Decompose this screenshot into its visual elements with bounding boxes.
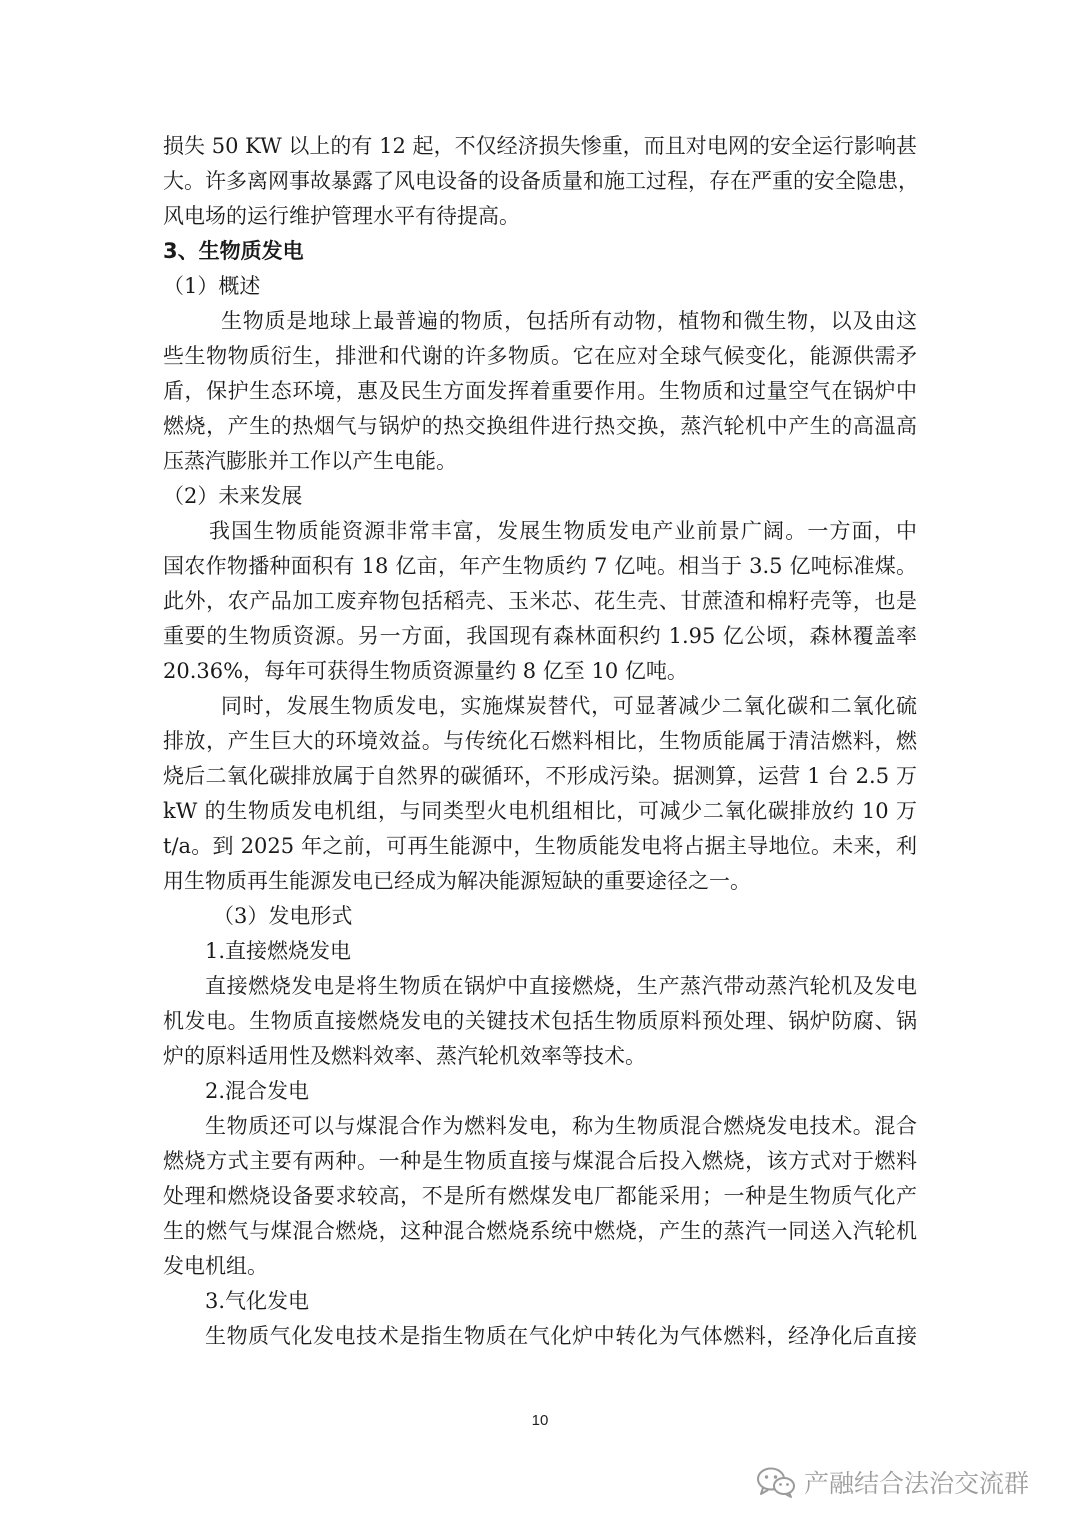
subsection-heading: （3）发电形式: [213, 904, 353, 928]
paragraph-line: 此外，农产品加工废弃物包括稻壳、玉米芯、花生壳、甘蔗渣和棉籽壳等，也是: [163, 589, 917, 613]
paragraph-line: 直接燃烧发电是将生物质在锅炉中直接燃烧，生产蒸汽带动蒸汽轮机及发电: [205, 974, 917, 998]
paragraph-line: 生的燃气与煤混合燃烧，这种混合燃烧系统中燃烧，产生的蒸汽一同送入汽轮机: [163, 1219, 917, 1243]
paragraph-line: 处理和燃烧设备要求较高，不是所有燃煤发电厂都能采用；一种是生物质气化产: [163, 1184, 917, 1208]
wechat-icon: [756, 1465, 796, 1499]
paragraph-line: 风电场的运行维护管理水平有待提高。: [163, 204, 520, 228]
page-number: 10: [531, 1412, 549, 1429]
paragraph-line: 大。许多离网事故暴露了风电设备的设备质量和施工过程，存在严重的安全隐患，: [163, 169, 919, 193]
paragraph-line: t/a。到 2025 年之前，可再生能源中，生物质能发电将占据主导地位。未来，利: [163, 834, 917, 858]
paragraph-line: 燃烧方式主要有两种。一种是生物质直接与煤混合后投入燃烧，该方式对于燃料: [163, 1149, 917, 1173]
watermark: [756, 1462, 1029, 1502]
paragraph-line: 同时，发展生物质发电，实施煤炭替代，可显著减少二氧化碳和二氧化硫: [221, 694, 917, 718]
paragraph-line: 发电机组。: [163, 1254, 268, 1278]
paragraph-line: 些生物物质衍生，排泄和代谢的许多物质。它在应对全球气候变化，能源供需矛: [163, 344, 917, 368]
watermark-text: 产融结合法治交流群: [804, 1469, 1030, 1498]
paragraph-line: 用生物质再生能源发电已经成为解决能源短缺的重要途径之一。: [163, 869, 751, 893]
paragraph-line: 盾，保护生态环境，惠及民生方面发挥着重要作用。生物质和过量空气在锅炉中: [163, 379, 917, 403]
paragraph-line: 重要的生物质资源。另一方面，我国现有森林面积约 1.95 亿公顷，森林覆盖率: [163, 624, 917, 648]
subsection-heading: （1）概述: [163, 274, 261, 298]
paragraph-line: 机发电。生物质直接燃烧发电的关键技术包括生物质原料预处理、锅炉防腐、锅: [163, 1009, 917, 1033]
paragraph-line: 炉的原料适用性及燃料效率、蒸汽轮机效率等技术。: [163, 1044, 646, 1068]
paragraph-line: 国农作物播种面积有 18 亿亩，年产生物质约 7 亿吨。相当于 3.5 亿吨标准煤。: [163, 554, 917, 578]
item-heading: 2.混合发电: [205, 1079, 310, 1103]
paragraph-line: 烧后二氧化碳排放属于自然界的碳循环，不形成污染。据测算，运营 1 台 2.5 万: [163, 764, 917, 788]
paragraph-line: 我国生物质能资源非常丰富，发展生物质发电产业前景广阔。一方面，中: [209, 519, 917, 543]
document-body: [163, 129, 917, 1354]
paragraph-line: 生物质是地球上最普遍的物质，包括所有动物，植物和微生物，以及由这: [221, 309, 917, 333]
paragraph-line: 排放，产生巨大的环境效益。与传统化石燃料相比，生物质能属于清洁燃料，燃: [163, 729, 917, 753]
paragraph-line: 生物质气化发电技术是指生物质在气化炉中转化为气体燃料，经净化后直接: [205, 1324, 917, 1348]
item-heading: 3.气化发电: [205, 1289, 310, 1313]
section-heading: 3、生物质发电: [163, 239, 304, 263]
paragraph-line: 燃烧，产生的热烟气与锅炉的热交换组件进行热交换，蒸汽轮机中产生的高温高: [163, 414, 917, 438]
paragraph-line: 压蒸汽膨胀并工作以产生电能。: [163, 449, 457, 473]
paragraph-line: 生物质还可以与煤混合作为燃料发电，称为生物质混合燃烧发电技术。混合: [205, 1114, 917, 1138]
subsection-heading: （2）未来发展: [163, 484, 303, 508]
item-heading: 1.直接燃烧发电: [205, 939, 352, 963]
paragraph-line: kW 的生物质发电机组，与同类型火电机组相比，可减少二氧化碳排放约 10 万: [163, 799, 917, 823]
paragraph-line: 损失 50 KW 以上的有 12 起，不仅经济损失惨重，而且对电网的安全运行影响甚: [163, 134, 917, 158]
paragraph-line: 20.36%，每年可获得生物质资源量约 8 亿至 10 亿吨。: [163, 659, 688, 683]
